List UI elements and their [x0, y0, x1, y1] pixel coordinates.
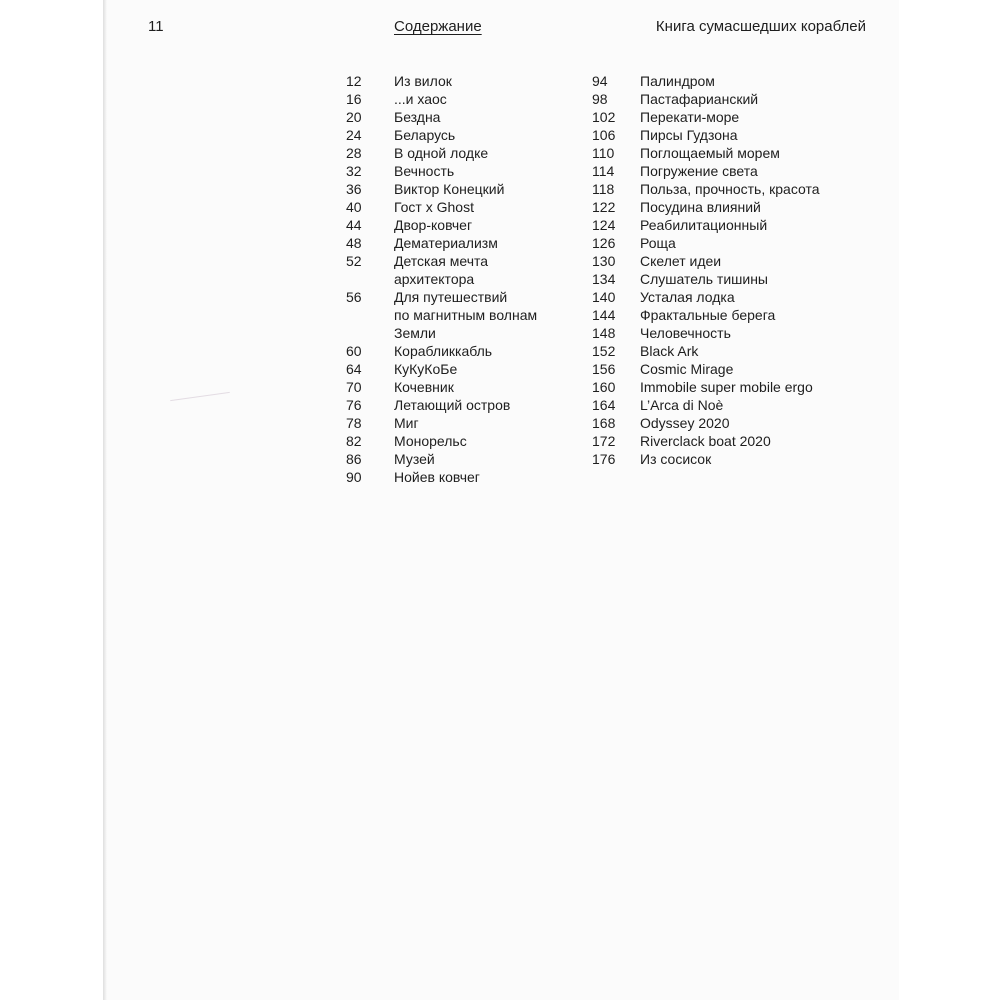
toc-entry [346, 288, 584, 342]
toc-entry-title: Odyssey 2020 [640, 415, 730, 431]
toc-entry [592, 234, 880, 252]
toc-entry-title: Слушатель тишины [640, 271, 768, 287]
toc-page-number: 40 [346, 199, 362, 215]
toc-page-number: 102 [592, 109, 616, 125]
toc-entry-title: Реабилитационный [640, 217, 768, 233]
toc-entry-title: Корабликкабль [394, 343, 493, 359]
toc-entry-title: Поглощаемый морем [640, 145, 780, 161]
toc-entry [346, 378, 584, 396]
toc-entry-title: Кочевник [394, 379, 454, 395]
toc-page-number: 110 [592, 145, 615, 161]
toc-entry-title: Black Ark [640, 343, 699, 359]
book-title: Книга сумасшедших кораблей [655, 18, 866, 35]
toc-entry [592, 72, 880, 90]
toc-page-number: 126 [592, 235, 616, 251]
toc-page-number: 172 [592, 433, 616, 449]
toc-page-number: 90 [346, 469, 362, 485]
toc-entry-title: Дематериализм [394, 235, 498, 251]
toc-left-column [346, 72, 584, 486]
toc-entry [592, 270, 880, 288]
toc-page-number: 36 [346, 181, 362, 197]
toc-entry [592, 450, 880, 468]
toc-entry [592, 180, 880, 198]
toc-entry-title: В одной лодке [394, 145, 489, 161]
toc-entry [592, 324, 880, 342]
toc-entry-title: Нойев ковчег [394, 469, 480, 485]
toc-entry-title: Погружение света [640, 163, 758, 179]
toc-entry [346, 144, 584, 162]
page-edge-shadow [103, 0, 107, 1000]
toc-entry-title: Фрактальные берега [640, 307, 776, 323]
toc-page-number: 52 [346, 253, 362, 269]
toc-page-number: 12 [346, 73, 362, 89]
toc-entry [592, 144, 880, 162]
toc-entry [592, 126, 880, 144]
toc-page-number: 118 [592, 181, 615, 197]
toc-page-number: 32 [346, 163, 362, 179]
toc-page-number: 70 [346, 379, 362, 395]
toc-entry-title: Миг [394, 415, 419, 431]
toc-entry-title: Cosmic Mirage [640, 361, 734, 377]
toc-page-number: 24 [346, 127, 362, 143]
toc-page-number: 78 [346, 415, 362, 431]
toc-entry [592, 432, 880, 450]
toc-page-number: 60 [346, 343, 362, 359]
toc-page-number: 168 [592, 415, 616, 431]
toc-page-number: 16 [346, 91, 362, 107]
toc-entry [592, 198, 880, 216]
toc-entry-title: Immobile super mobile ergo [640, 379, 813, 395]
toc-page-number: 124 [592, 217, 616, 233]
toc-entry-title: Посудина влияний [640, 199, 761, 215]
toc-page-number: 94 [592, 73, 608, 89]
toc-entry [592, 216, 880, 234]
toc-entry [592, 378, 880, 396]
toc-entry-title: Гост x Ghost [394, 199, 474, 215]
toc-entry-title: Из сосисок [640, 451, 712, 467]
toc-entry [592, 90, 880, 108]
toc-page-number: 44 [346, 217, 362, 233]
toc-page-number: 106 [592, 127, 616, 143]
toc-entry-title: ...и хаос [394, 91, 447, 107]
toc-page-number: 134 [592, 271, 616, 287]
toc-entry-title: Летающий остров [394, 397, 511, 413]
toc-entry-title: Вечность [394, 163, 455, 179]
toc-entry-title: КуКуКоБе [394, 361, 458, 377]
toc-entry [346, 216, 584, 234]
toc-page-number: 156 [592, 361, 616, 377]
toc-entry [592, 162, 880, 180]
toc-entry [346, 198, 584, 216]
toc-entry [346, 180, 584, 198]
toc-entry-title: Виктор Конецкий [394, 181, 505, 197]
toc-entry [346, 342, 584, 360]
toc-entry [592, 342, 880, 360]
toc-entry-title: Детская мечта архитектора [394, 253, 489, 287]
toc-entry-title: Бездна [394, 109, 441, 125]
page-number: 11 [148, 18, 164, 35]
toc-entry-title: Роща [640, 235, 676, 251]
toc-entry [346, 108, 584, 126]
toc-page-number: 152 [592, 343, 616, 359]
toc-right-column [592, 72, 880, 468]
toc-entry [346, 252, 584, 288]
toc-page-number: 64 [346, 361, 362, 377]
toc-entry [346, 126, 584, 144]
toc-entry [592, 360, 880, 378]
toc-entry-title: Скелет идеи [640, 253, 722, 269]
toc-entry-title: Для путешествий по магнитным волнам Земли [394, 289, 538, 341]
toc-entry-title: Пирсы Гудзона [640, 127, 738, 143]
toc-entry [592, 252, 880, 270]
toc-entry-title: Беларусь [394, 127, 456, 143]
toc-entry-title: Двор-ковчег [394, 217, 473, 233]
toc-entry-title: Перекати-море [640, 109, 740, 125]
toc-page-number: 98 [592, 91, 608, 107]
toc-entry [346, 432, 584, 450]
toc-page-number: 76 [346, 397, 362, 413]
toc-entry [346, 234, 584, 252]
toc-entry [592, 414, 880, 432]
toc-entry-title: L’Arca di Noè [640, 397, 724, 413]
toc-page-number: 48 [346, 235, 362, 251]
toc-entry-title: Пастафарианский [640, 91, 759, 107]
toc-entry-title: Палиндром [640, 73, 715, 89]
toc-entry-title: Riverclack boat 2020 [640, 433, 771, 449]
toc-entry [346, 162, 584, 180]
toc-page-number: 140 [592, 289, 616, 305]
toc-entry [346, 396, 584, 414]
toc-entry [346, 468, 584, 486]
toc-entry [592, 306, 880, 324]
toc-page-number: 122 [592, 199, 616, 215]
toc-entry [592, 288, 880, 306]
toc-entry-title: Человечность [640, 325, 731, 341]
toc-entry-title: Из вилок [394, 73, 452, 89]
toc-entry-title: Монорельс [394, 433, 467, 449]
section-title: Содержание [394, 18, 482, 35]
toc-page-number: 176 [592, 451, 616, 467]
toc-page-number: 20 [346, 109, 362, 125]
toc-page-number: 148 [592, 325, 616, 341]
toc-entry [346, 72, 584, 90]
toc-entry [592, 108, 880, 126]
toc-page-number: 82 [346, 433, 362, 449]
toc-entry [346, 90, 584, 108]
toc-entry-title: Усталая лодка [640, 289, 735, 305]
toc-entry [346, 450, 584, 468]
toc-entry [592, 396, 880, 414]
toc-page-number: 144 [592, 307, 616, 323]
toc-page-number: 130 [592, 253, 616, 269]
toc-page-number: 114 [592, 163, 615, 179]
toc-entry [346, 414, 584, 432]
toc-page-number: 86 [346, 451, 362, 467]
toc-entry-title: Польза, прочность, красота [640, 181, 820, 197]
toc-entry-title: Музей [394, 451, 435, 467]
toc-entry [346, 360, 584, 378]
toc-page-number: 164 [592, 397, 616, 413]
toc-page-number: 28 [346, 145, 362, 161]
toc-page-number: 56 [346, 289, 362, 305]
toc-page-number: 160 [592, 379, 616, 395]
